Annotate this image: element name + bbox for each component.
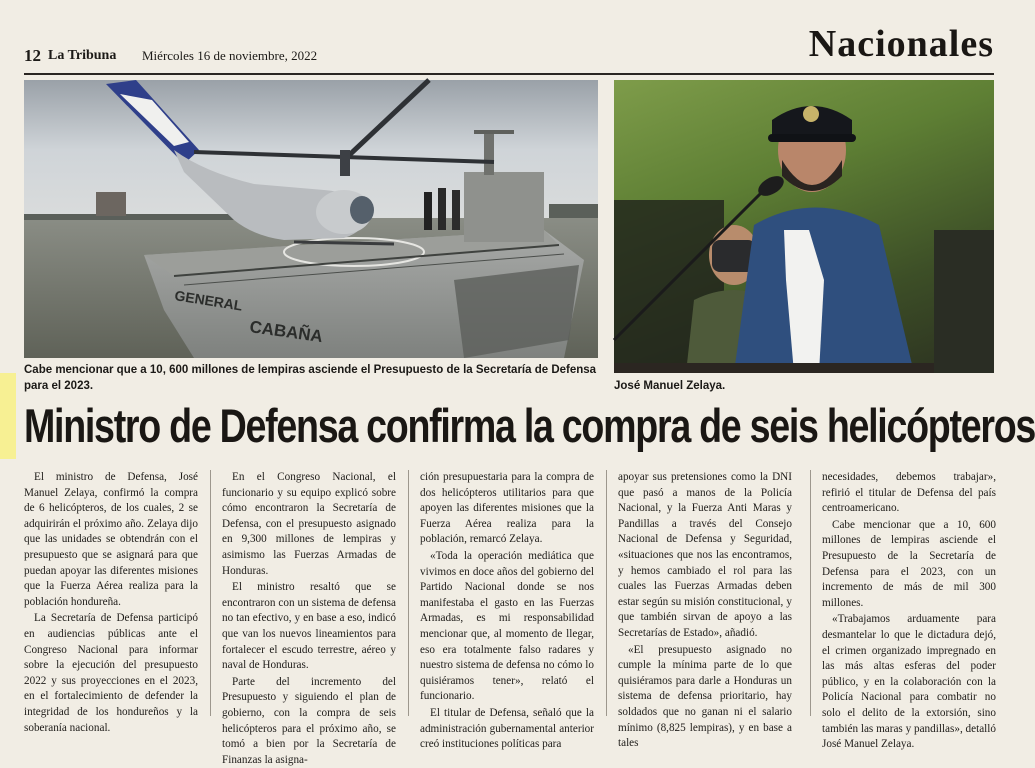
hull-text-cabana: CABAÑA [248,317,325,347]
paragraph: «Toda la operación mediática que vivimos en doce años del gobierno del Partido Nacional donde se nos manifestaba el gasto en las Fuerzas Armadas, es mi responsabilidad mencionar que, al momento de llegar, eso era totalmente falso radares y nuestro sistema de defensa no cómo lo quisiéramos tener», relató el funcionario. [420,549,594,703]
left-photo-caption: Cabe mencionar que a 10, 600 millones de lempiras asciende el Presupuesto de la Secretaría de Defensa para el 2023. [24,364,597,392]
paragraph: Parte del incremento del Presupuesto y siguiendo el plan de gobierno, con la compra de seis helicópteros para el próximo año, se tomó a bien por la Secretaría de Finanzas la asigna- [222,675,396,766]
paragraph: «El presupuesto asignado no cumple la mínima parte de lo que quisiéramos para darle a Honduras un sistema de defensa prioritario, hay soldados que no ganan ni el salario mínimo (8,825 lempiras), y en base a tales [618,643,792,750]
paragraph: El ministro resaltó que se encontraron con un sistema de defensa no tan efectivo, y en base a eso, indicó que van los nuevos lineamientos para fortalecer el escudo terrestre, aéreo y naval de Honduras. [222,581,396,672]
column-divider [606,470,607,716]
jacket-shape [734,208,914,374]
highlighter-mark [0,373,16,459]
article-column-1 [24,470,198,734]
publication-date: Miércoles 16 de noviembre, 2022 [142,48,318,63]
paragraph: El ministro de Defensa, José Manuel Zelaya, confirmó la compra de 6 helicópteros, de los cuales, 2 se adquirirán el próximo año. Zelaya dijo que las unidades se obtendrán con el presupuesto que se asignará para que puedan apoyar las diferentes misiones que la Fuerza Aérea realiza para la población hondureña. [24,471,198,608]
paragraph: «Trabajamos arduamente para desmantelar lo que le dictadura dejó, el crimen organizado impregnado en las más altas esferas del poder público, y en la colaboración con la Policía Nacional para combatir no solo el delito de la extorsión, sino también las maras y pandillas», detalló José Manuel Zelaya. [822,613,996,751]
paragraph: En el Congreso Nacional, el funcionario y su equipo explicó sobre cómo encontraron la Secretaría de Defensa, con el presupuesto asignado en 9,300 millones de lempiras y asimismo las Fuerzas Armadas de Honduras. [222,471,396,577]
page-header [24,23,994,74]
paragraph: ción presupuestaria para la compra de dos helicópteros utilitarios para que apoyen las diferentes misiones que la Fuerza Aérea realiza para la población, remarcó Zelaya. [420,471,594,546]
column-divider [408,470,409,716]
article-column-2 [222,470,396,766]
paragraph: apoyar sus pretensiones como la DNI que pasó a manos de la Policía Nacional, y la Fuerza Anti Maras y Pandillas a través del Consejo Nacional de Defensa y Seguridad, «situaciones que nos las encontramos, y hemos cambiado el rol para las cuales las Fuerzas Armadas deben estar según su misión constitucional, y que también sirvan de apoyo a las Secretarías de Estado», añadió. [618,471,792,639]
section-title: Nacionales [808,23,994,65]
ship-helicopter-illustration [24,80,598,358]
article-body [24,470,996,766]
ship-helicopter-photo [24,80,598,358]
minister-photo [614,80,994,373]
column-divider [210,470,211,716]
article-headline: Ministro de Defensa confirma la compra de seis helicópteros [24,399,1035,452]
header-rule [24,73,994,75]
hull-text-general: GENERAL [173,287,244,314]
article-column-3 [420,470,594,751]
right-photo-caption: José Manuel Zelaya. [614,380,726,392]
minister-illustration [614,80,994,373]
paragraph: Cabe mencionar que a 10, 600 millones de lempiras asciende el Presupuesto de la Secretaría de Defensa para el 2023, con un incremento de más de mil 300 millones. [822,518,996,609]
paragraph: La Secretaría de Defensa participó en audiencias públicas ante el Congreso Nacional para informar sobre la ejecución del presupuesto 2022 y sus proyecciones en el 2023, en el fortalecimiento de defender la integridad de los hondureños y la soberanía nacional. [24,612,198,734]
paragraph: El titular de Defensa, señaló que la administración gubernamental anterior creó instituciones políticas para [420,706,594,751]
article-column-5 [822,470,996,751]
paragraph: necesidades, debemos trabajar», refirió el titular de Defensa del país centroamericano. [822,471,996,515]
column-divider [810,470,811,716]
article-column-4 [618,470,792,750]
page-number: 12 [24,46,41,65]
newspaper-name: La Tribuna [48,48,117,63]
